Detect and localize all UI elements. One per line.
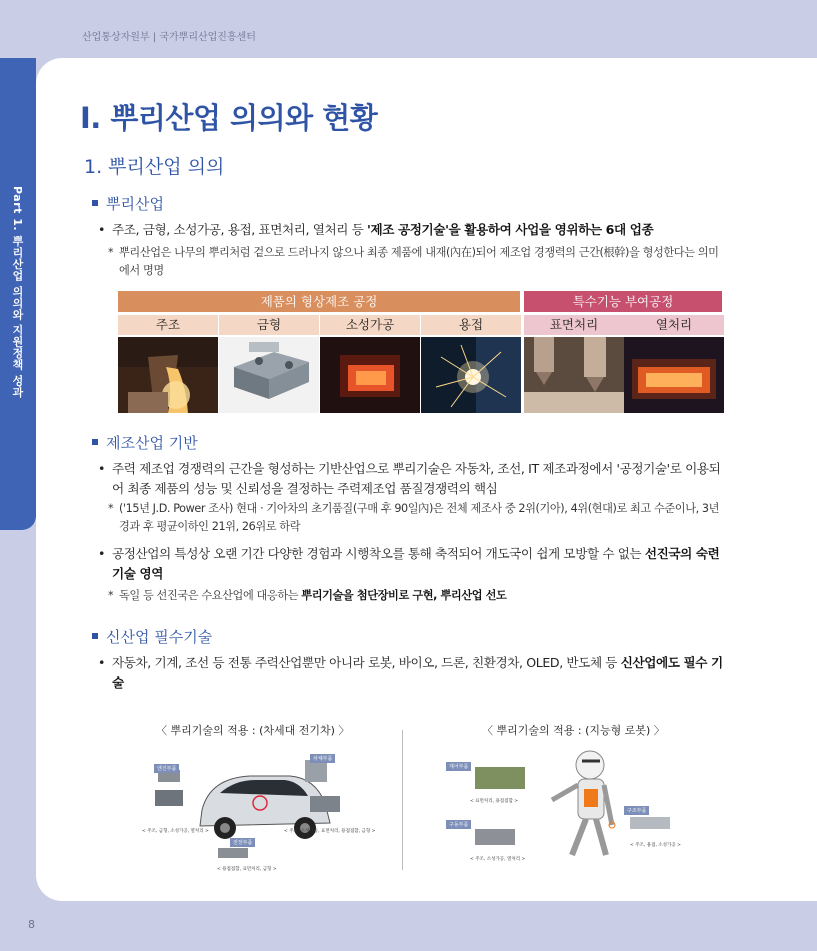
robot-illustration	[440, 745, 720, 870]
caption-body-parts: < 주조, 소성가공, 표면처리, 용접접합, 금형 >	[284, 829, 376, 834]
subheading-new-industry: 신산업 필수기술	[92, 626, 212, 647]
asterisk-icon: *	[108, 246, 114, 259]
welding-photo	[421, 337, 521, 413]
square-bullet-icon	[92, 633, 98, 639]
process-welding: 용접	[421, 315, 521, 335]
bullet-new-industry: • 자동차, 기계, 조선 등 전통 주력산업뿐만 아니라 로봇, 바이오, 드론, 친환경차, OLED, 반도체 등 신산업에도 필수 기술	[98, 655, 723, 690]
header-text: 산업통상자원부 | 국가뿌리산업진흥센터	[82, 32, 256, 43]
heat-treatment-photo	[624, 337, 724, 413]
process-surface-treatment: 표면처리	[524, 315, 624, 335]
surface-treatment-photo	[524, 337, 624, 413]
figure-title-ev: 〈 뿌리기술의 적용 : (차세대 전기차) 〉	[156, 724, 350, 737]
tag-control-parts: 제어부품	[446, 762, 471, 771]
note-germany: * 독일 등 선진국은 수요산업에 대응하는 뿌리기술을 첨단장비로 구현, 뿌리산업 선도	[108, 587, 726, 605]
tag-engine-parts: 엔진부품	[154, 764, 179, 773]
note-jd-power: * ('15년 J.D. Power 조사) 현대 · 기아차의 초기품질(구매 후 90일內)은 전체 제조사 중 2위(기아), 4위(현대)로 최고 수준이나, 3년 경과 후 평균이하인 21위, 26위로 하락	[108, 502, 720, 533]
process-mold: 금형	[219, 315, 319, 335]
figure-divider	[402, 730, 403, 870]
figure-title-robot: 〈 뿌리기술의 적용 : (지능형 로봇) 〉	[482, 724, 665, 737]
bullet-dot-icon: •	[98, 222, 106, 237]
category-special-function: 특수기능 부여공정	[524, 291, 722, 312]
caption-electronic-parts: < 용접접합, 표면처리, 금형 >	[217, 867, 277, 872]
process-heat-treatment: 열처리	[624, 315, 724, 335]
caption-structure-parts: < 주조, 용접, 소성가공 >	[630, 843, 681, 848]
side-tab-label: Part 1. 뿌리산업 의의와 지원정책 성과	[11, 186, 24, 398]
section-title: 1. 뿌리산업 의의	[84, 156, 225, 178]
casting-photo	[118, 337, 218, 413]
bullet-root-industry: • 주조, 금형, 소성가공, 용접, 표면처리, 열처리 등 '제조 공정기술'을 활용하여 사업을 영위하는 6대 업종	[98, 220, 726, 240]
asterisk-icon: *	[108, 589, 114, 602]
side-tab	[0, 58, 36, 530]
tag-structure-parts: 구조부품	[624, 806, 649, 815]
square-bullet-icon	[92, 200, 98, 206]
process-casting: 주조	[118, 315, 218, 335]
note-root-meaning: * 뿌리산업은 나무의 뿌리처럼 겉으로 드러나지 않으나 최종 제품에 내재(內在)되어 제조업 경쟁력의 근간(根幹)을 형성한다는 의미에서 명명	[108, 246, 719, 277]
bullet-dot-icon: •	[98, 546, 106, 561]
page-title: Ⅰ. 뿌리산업 의의와 현황	[80, 101, 378, 135]
subheading-manufacturing-base: 제조산업 기반	[92, 432, 198, 453]
subheading-root-industry: 뿌리산업	[92, 193, 164, 214]
caption-engine-parts: < 주조, 금형, 소성가공, 열처리 >	[142, 829, 209, 834]
bullet-dot-icon: •	[98, 655, 106, 670]
bullet-skilled-technology: • 공정산업의 특성상 오랜 기간 다양한 경험과 시행착오를 통해 축적되어 개도국이 쉽게 모방할 수 없는 선진국의 숙련기술 영역	[98, 546, 720, 581]
bullet-dot-icon: •	[98, 461, 106, 476]
asterisk-icon: *	[108, 502, 114, 515]
tag-body-parts: 차체부품	[310, 754, 335, 763]
caption-control-parts: < 표면처리, 용접접합 >	[470, 799, 519, 804]
process-plastic-working: 소성가공	[320, 315, 420, 335]
category-shape-forming: 제품의 형상제조 공정	[118, 291, 520, 312]
tag-electronic-parts: 전장부품	[230, 838, 255, 847]
page-number: 8	[28, 918, 35, 931]
tag-drive-parts: 구동부품	[446, 820, 471, 829]
caption-drive-parts: < 주조, 소성가공, 열처리 >	[470, 857, 526, 862]
square-bullet-icon	[92, 439, 98, 445]
bullet-manufacturing-core: • 주력 제조업 경쟁력의 근간을 형성하는 기반산업으로 뿌리기술은 자동차, 조선, IT 제조과정에서 '공정기술'로 이용되어 최종 제품의 성능 및 신뢰성을 결정하는 주력제조업 품질경쟁력의 핵심	[98, 461, 721, 496]
forging-photo	[320, 337, 420, 413]
mold-photo	[219, 337, 319, 413]
